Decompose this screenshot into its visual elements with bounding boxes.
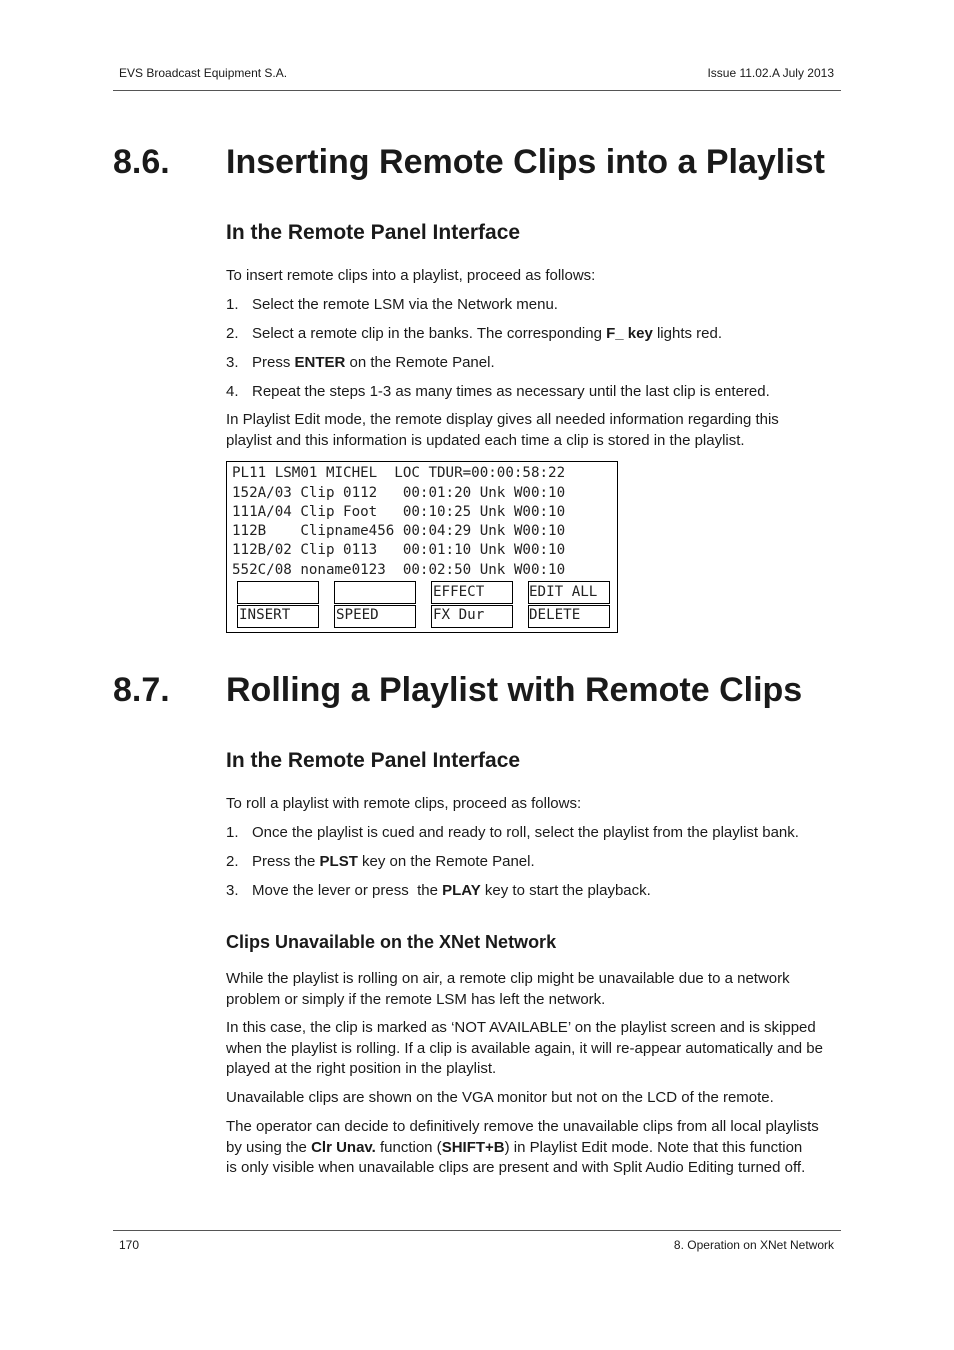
lcd-softkey-top bbox=[237, 581, 319, 604]
list-text: Move the lever or press the PLAY key to start the playback. bbox=[252, 882, 651, 899]
header-rule bbox=[113, 90, 841, 91]
lcd-row: PL11 LSM01 MICHEL LOC TDUR=00:00:58:22 bbox=[232, 465, 566, 481]
paragraph bbox=[226, 1018, 846, 1080]
section-86-heading bbox=[0, 142, 954, 182]
section-title: Inserting Remote Clips into a Playlist bbox=[226, 143, 825, 181]
list-number: 2. bbox=[226, 325, 239, 342]
paragraph bbox=[226, 1117, 846, 1179]
list-text: Press ENTER on the Remote Panel. bbox=[252, 354, 495, 371]
page-number: 170 bbox=[119, 1238, 140, 1252]
paragraph-line: playlist and this information is updated each time a clip is stored in the playlist. bbox=[226, 431, 745, 449]
section-title: Rolling a Playlist with Remote Clips bbox=[226, 671, 803, 709]
paragraph-line: when the playlist is rolling. If a clip is available again, it will re-appear automatically and be bbox=[226, 1039, 823, 1057]
list-text: Select a remote clip in the banks. The corresponding F_ key lights red. bbox=[252, 325, 722, 342]
paragraph: Unavailable clips are shown on the VGA monitor but not on the LCD of the remote. bbox=[226, 1089, 774, 1106]
subsection-heading: Clips Unavailable on the XNet Network bbox=[226, 932, 557, 952]
list-number: 3. bbox=[226, 882, 239, 899]
lcd-row: 552C/08 noname0123 00:02:50 Unk W00:10 bbox=[232, 561, 566, 578]
section-87-heading bbox=[0, 670, 954, 710]
lcd-softkey-label: DELETE bbox=[529, 607, 581, 623]
section-87-intro: To roll a playlist with remote clips, proceed as follows: bbox=[226, 795, 582, 812]
lcd-softkey-top bbox=[334, 581, 416, 604]
list-text: Press the PLST key on the Remote Panel. bbox=[252, 853, 535, 870]
lcd-row: 112B Clipname456 00:04:29 Unk W00:10 bbox=[232, 523, 566, 539]
paragraph-line: The operator can decide to definitively remove the unavailable clips from all local playlists bbox=[226, 1118, 819, 1135]
footer-chapter: 8. Operation on XNet Network bbox=[673, 1238, 834, 1252]
remote-lcd-display bbox=[226, 461, 618, 633]
paragraph-line: by using the Clr Unav. function (SHIFT+B) in Playlist Edit mode. Note that this function bbox=[226, 1138, 803, 1156]
paragraph-line: is only visible when unavailable clips are present and with Split Audio Editing turned off. bbox=[226, 1159, 806, 1176]
paragraph-line: While the playlist is rolling on air, a remote clip might be unavailable due to a network bbox=[226, 970, 790, 987]
header-issue: Issue 11.02.A July 2013 bbox=[707, 66, 834, 80]
paragraph bbox=[226, 969, 846, 1010]
header-company: EVS Broadcast Equipment S.A. bbox=[119, 66, 288, 80]
list-number: 4. bbox=[226, 383, 239, 400]
footer-rule bbox=[113, 1230, 841, 1231]
list-text: Repeat the steps 1-3 as many times as necessary until the last clip is entered. bbox=[252, 383, 770, 400]
paragraph-line: In Playlist Edit mode, the remote display gives all needed information regarding this bbox=[226, 411, 779, 428]
list-number: 1. bbox=[226, 824, 239, 841]
list-number: 2. bbox=[226, 853, 239, 870]
section-number: 8.7. bbox=[113, 671, 170, 709]
list-text: Select the remote LSM via the Network menu. bbox=[252, 296, 558, 313]
lcd-softkey-label: SPEED bbox=[336, 607, 379, 623]
list-number: 3. bbox=[226, 354, 239, 371]
lcd-row: 111A/04 Clip Foot 00:10:25 Unk W00:10 bbox=[232, 504, 566, 520]
section-86-subtitle: In the Remote Panel Interface bbox=[226, 221, 521, 244]
lcd-row: 152A/03 Clip 0112 00:01:20 Unk W00:10 bbox=[232, 484, 566, 501]
section-87-subtitle: In the Remote Panel Interface bbox=[226, 749, 521, 772]
paragraph-line: played at the right position in the playlist. bbox=[226, 1060, 497, 1077]
paragraph-line: In this case, the clip is marked as ‘NOT AVAILABLE’ on the playlist screen and is skipped bbox=[226, 1019, 816, 1036]
section-number: 8.6. bbox=[113, 143, 170, 181]
lcd-softkey-label: FX Dur bbox=[433, 607, 485, 623]
lcd-softkey-label: EFFECT bbox=[433, 584, 485, 600]
paragraph-line: problem or simply if the remote LSM has left the network. bbox=[226, 990, 606, 1008]
paragraph bbox=[226, 410, 846, 451]
list-number: 1. bbox=[226, 296, 239, 313]
lcd-softkey-label: INSERT bbox=[239, 607, 291, 623]
lcd-row: 112B/02 Clip 0113 00:01:10 Unk W00:10 bbox=[232, 542, 566, 558]
list-text: Once the playlist is cued and ready to roll, select the playlist from the playlist bank. bbox=[252, 824, 799, 841]
lcd-softkey-label: EDIT ALL bbox=[529, 584, 598, 600]
section-86-intro: To insert remote clips into a playlist, proceed as follows: bbox=[226, 267, 596, 284]
